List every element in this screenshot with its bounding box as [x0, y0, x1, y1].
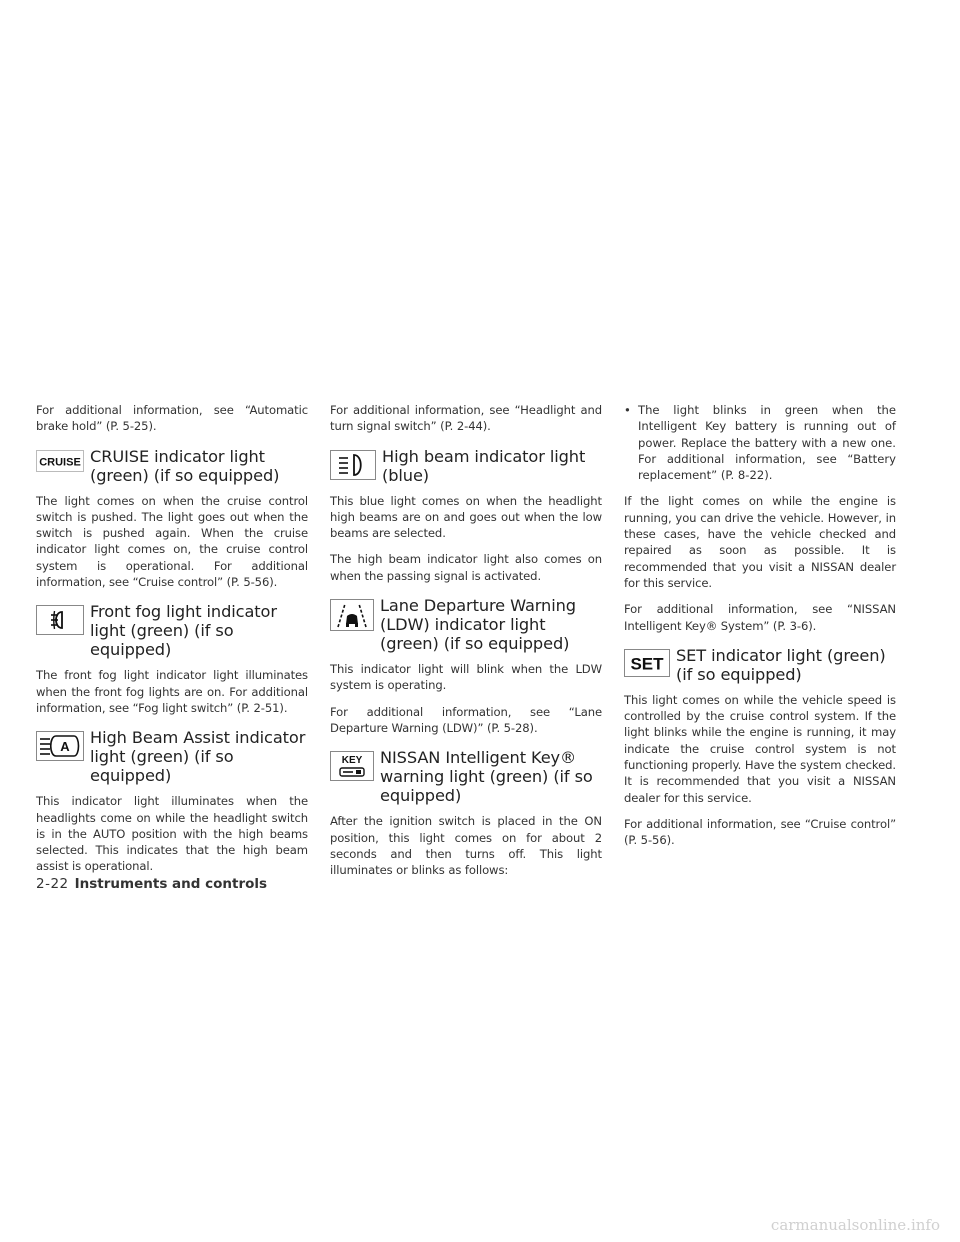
section-title: SET indicator light (green) (if so equipped) — [676, 645, 886, 684]
bullet-mark: • — [624, 403, 631, 417]
lane-departure-warning-icon — [330, 599, 374, 631]
section-title: CRUISE indicator light (green) (if so equipped) — [90, 446, 280, 485]
section-body: The high beam indicator light also comes on when the passing signal is activated. — [330, 552, 602, 583]
svg-text:SET: SET — [630, 654, 664, 674]
intro-text: For additional information, see “Headlight and turn signal switch” (P. 2-44). — [330, 403, 602, 434]
section-body: This blue light comes on when the headlight high beams are on and goes out when the low beams are selected. — [330, 493, 602, 541]
section-body: For additional information, see “Cruise control” (P. 5-56). — [624, 816, 896, 848]
body-text: For additional information, see “NISSAN Intelligent Key® System” (P. 3-6). — [624, 602, 896, 633]
section-body: This light comes on while the vehicle speed is controlled by the cruise control system. If the light blinks while the engine is running, it may indicate the cruise control system is not functioning properly. Have the system checked. It is recommended that you visit a NISSAN dealer for this service. — [624, 692, 896, 805]
chapter-title: Instruments and controls — [74, 876, 268, 892]
intro-text: For additional information, see “Automatic brake hold” (P. 5-25). — [36, 403, 308, 434]
svg-text:A: A — [60, 739, 70, 755]
section-title: High beam indicator light (blue) — [382, 446, 586, 485]
bullet-text: The light blinks in green when the Intelligent Key battery is running out of power. Replace the battery with a new one. For additional information, see “Battery replacement” (P. 8-22). — [638, 403, 896, 483]
set-indicator-icon — [624, 649, 670, 677]
column-left — [36, 402, 308, 885]
high-beam-assist-icon — [36, 731, 84, 761]
section-hba-heading — [36, 728, 308, 785]
high-beam-icon — [330, 450, 376, 480]
page-number: 2-22 — [36, 876, 69, 892]
section-body: After the ignition switch is placed in the ON position, this light comes on for about 2 seconds and then turns off. This light illuminates or blinks as follows: — [330, 814, 602, 878]
column-middle — [330, 402, 602, 888]
section-body: For additional information, see “Lane Departure Warning (LDW)” (P. 5-28). — [330, 704, 602, 735]
section-fog-heading — [36, 602, 308, 659]
intelligent-key-icon — [330, 751, 374, 781]
front-fog-light-icon — [36, 605, 84, 635]
section-title: NISSAN Intelligent Key® warning light (green) (if so equipped) — [380, 748, 593, 806]
svg-text:CRUISE: CRUISE — [39, 456, 81, 469]
svg-text:KEY: KEY — [341, 755, 363, 767]
column-right — [624, 402, 896, 859]
section-title: Front fog light indicator light (green) (if so equipped) — [90, 602, 277, 660]
section-body: This indicator light illuminates when the headlights come on while the headlight switch is in the AUTO position with the high beams selected. This indicates that the high beam assist is operational. — [36, 794, 308, 874]
section-high-beam-heading — [330, 447, 602, 485]
section-ldw-heading — [330, 596, 602, 653]
section-title: Lane Departure Warning (LDW) indicator light (green) (if so equipped) — [380, 596, 576, 654]
section-cruise-heading — [36, 447, 308, 485]
section-intelligent-key-heading — [330, 748, 602, 805]
section-set-heading — [624, 646, 896, 684]
cruise-indicator-icon — [36, 450, 84, 472]
body-text: If the light comes on while the engine is running, you can drive the vehicle. However, in these cases, have the vehicle checked and repaired as soon as possible. It is recommended that you visit a NISSAN dealer for this service. — [624, 494, 896, 590]
list-item — [624, 402, 896, 483]
watermark: carmanualsonline.info — [770, 1216, 940, 1234]
page-footer — [36, 876, 267, 892]
section-title: High Beam Assist indicator light (green) (if so equipped) — [90, 728, 306, 786]
section-body: The front fog light indicator light illuminates when the front fog lights are on. For additional information, see “Fog light switch” (P. 2-51). — [36, 668, 308, 715]
section-body: This indicator light will blink when the LDW system is operating. — [330, 662, 602, 693]
section-body: The light comes on when the cruise control switch is pushed. The light goes out when the switch is pushed again. When the cruise indicator light comes on, the cruise control system is operational. For additional information, see “Cruise control” (P. 5-56). — [36, 493, 308, 590]
